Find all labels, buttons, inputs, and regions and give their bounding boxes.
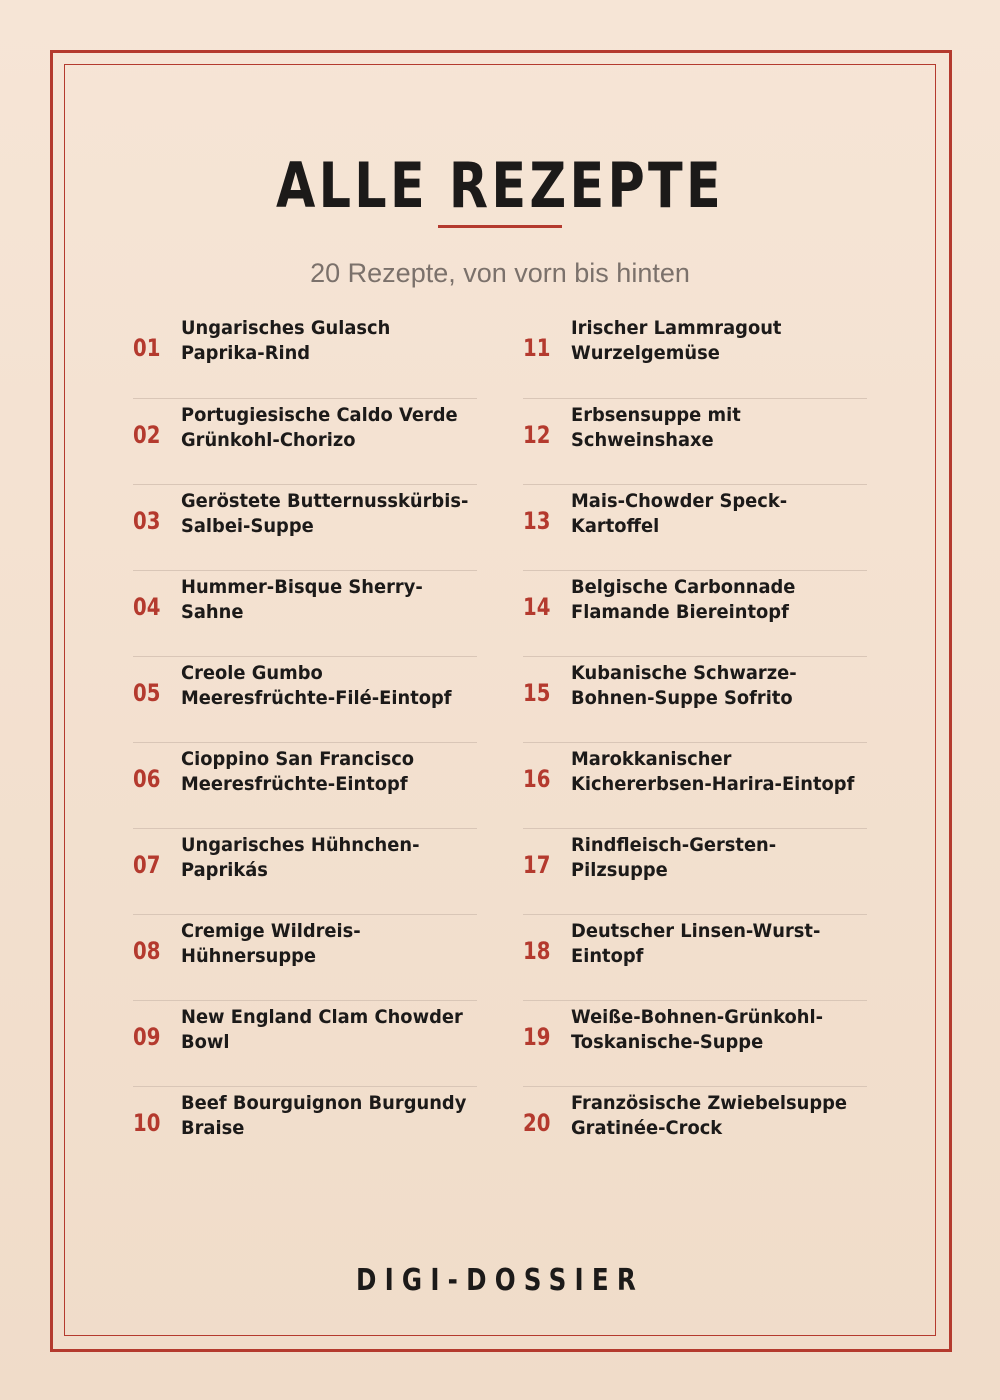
- recipe-item-17: [523, 828, 867, 914]
- page-subtitle: 20 Rezepte, von vorn bis hinten: [310, 258, 690, 288]
- recipe-title: Mais-Chowder Speck- Kartoffel: [571, 490, 788, 537]
- recipe-item-01: [133, 312, 477, 398]
- recipe-number: 18: [523, 937, 551, 965]
- recipe-title: Beef Bourguignon Burgundy Braise: [181, 1092, 467, 1139]
- recipe-number: 14: [523, 593, 551, 621]
- recipe-number: 13: [523, 507, 551, 535]
- recipe-title: Ungarisches Hühnchen- Paprikás: [181, 834, 420, 881]
- recipe-list-left: [133, 312, 477, 1172]
- recipe-number: 08: [133, 937, 161, 965]
- recipe-item-09: [133, 1000, 477, 1086]
- recipe-title: Irischer Lammragout Wurzelgemüse: [571, 317, 782, 364]
- recipe-number: 09: [133, 1023, 161, 1051]
- recipe-number: 16: [523, 765, 551, 793]
- recipe-number: 17: [523, 851, 551, 879]
- recipe-item-05: [133, 656, 477, 742]
- recipe-item-06: [133, 742, 477, 828]
- recipe-title: Portugiesische Caldo Verde Grünkohl-Chorizo: [181, 404, 458, 451]
- recipe-number: 19: [523, 1023, 551, 1051]
- title-underline: [438, 225, 562, 228]
- recipe-number: 12: [523, 421, 551, 449]
- recipe-item-19: [523, 1000, 867, 1086]
- recipe-item-14: [523, 570, 867, 656]
- recipe-title: Hummer-Bisque Sherry- Sahne: [181, 576, 423, 623]
- recipe-title: Weiße-Bohnen-Grünkohl- Toskanische-Suppe: [571, 1006, 824, 1053]
- recipe-title: New England Clam Chowder Bowl: [181, 1006, 463, 1053]
- recipe-title: Creole Gumbo Meeresfrüchte-Filé-Eintopf: [181, 662, 452, 709]
- recipe-title: Marokkanischer Kichererbsen-Harira-Eintopf: [571, 748, 855, 795]
- recipe-number: 03: [133, 507, 161, 535]
- recipe-title: Deutscher Linsen-Wurst- Eintopf: [571, 920, 821, 967]
- recipe-number: 06: [133, 765, 161, 793]
- recipe-item-08: [133, 914, 477, 1000]
- recipe-number: 10: [133, 1109, 161, 1137]
- recipe-item-07: [133, 828, 477, 914]
- recipe-title: Belgische Carbonnade Flamande Biereintopf: [571, 576, 796, 623]
- recipe-item-18: [523, 914, 867, 1000]
- brand-footer: DIGI-DOSSIER: [355, 1263, 645, 1298]
- recipe-item-11: [523, 312, 867, 398]
- recipe-title: Rindfleisch-Gersten- Pilzsuppe: [571, 834, 777, 881]
- recipe-item-12: [523, 398, 867, 484]
- recipe-title: Kubanische Schwarze- Bohnen-Suppe Sofrito: [571, 662, 797, 709]
- recipe-list-right: [523, 312, 867, 1172]
- recipe-title: Französische Zwiebelsuppe Gratinée-Crock: [571, 1092, 848, 1139]
- recipe-number: 05: [133, 679, 161, 707]
- recipe-title: Cioppino San Francisco Meeresfrüchte-Eintopf: [181, 748, 415, 795]
- recipe-item-04: [133, 570, 477, 656]
- recipe-item-13: [523, 484, 867, 570]
- recipe-title: Erbsensuppe mit Schweinshaxe: [571, 404, 741, 451]
- recipe-item-02: [133, 398, 477, 484]
- recipe-title: Cremige Wildreis- Hühnersuppe: [181, 920, 361, 967]
- recipe-number: 20: [523, 1109, 551, 1137]
- recipe-number: 01: [133, 334, 161, 362]
- page-title: ALLE REZEPTE: [275, 149, 725, 222]
- recipe-item-10: [133, 1086, 477, 1172]
- recipe-item-15: [523, 656, 867, 742]
- recipe-item-03: [133, 484, 477, 570]
- recipe-title: Geröstete Butternusskürbis- Salbei-Suppe: [181, 490, 469, 537]
- recipe-item-20: [523, 1086, 867, 1172]
- recipe-number: 15: [523, 679, 551, 707]
- recipe-number: 11: [523, 334, 551, 362]
- recipe-item-16: [523, 742, 867, 828]
- recipe-number: 04: [133, 593, 161, 621]
- recipe-number: 02: [133, 421, 161, 449]
- recipe-title: Ungarisches Gulasch Paprika-Rind: [181, 317, 391, 364]
- recipe-number: 07: [133, 851, 161, 879]
